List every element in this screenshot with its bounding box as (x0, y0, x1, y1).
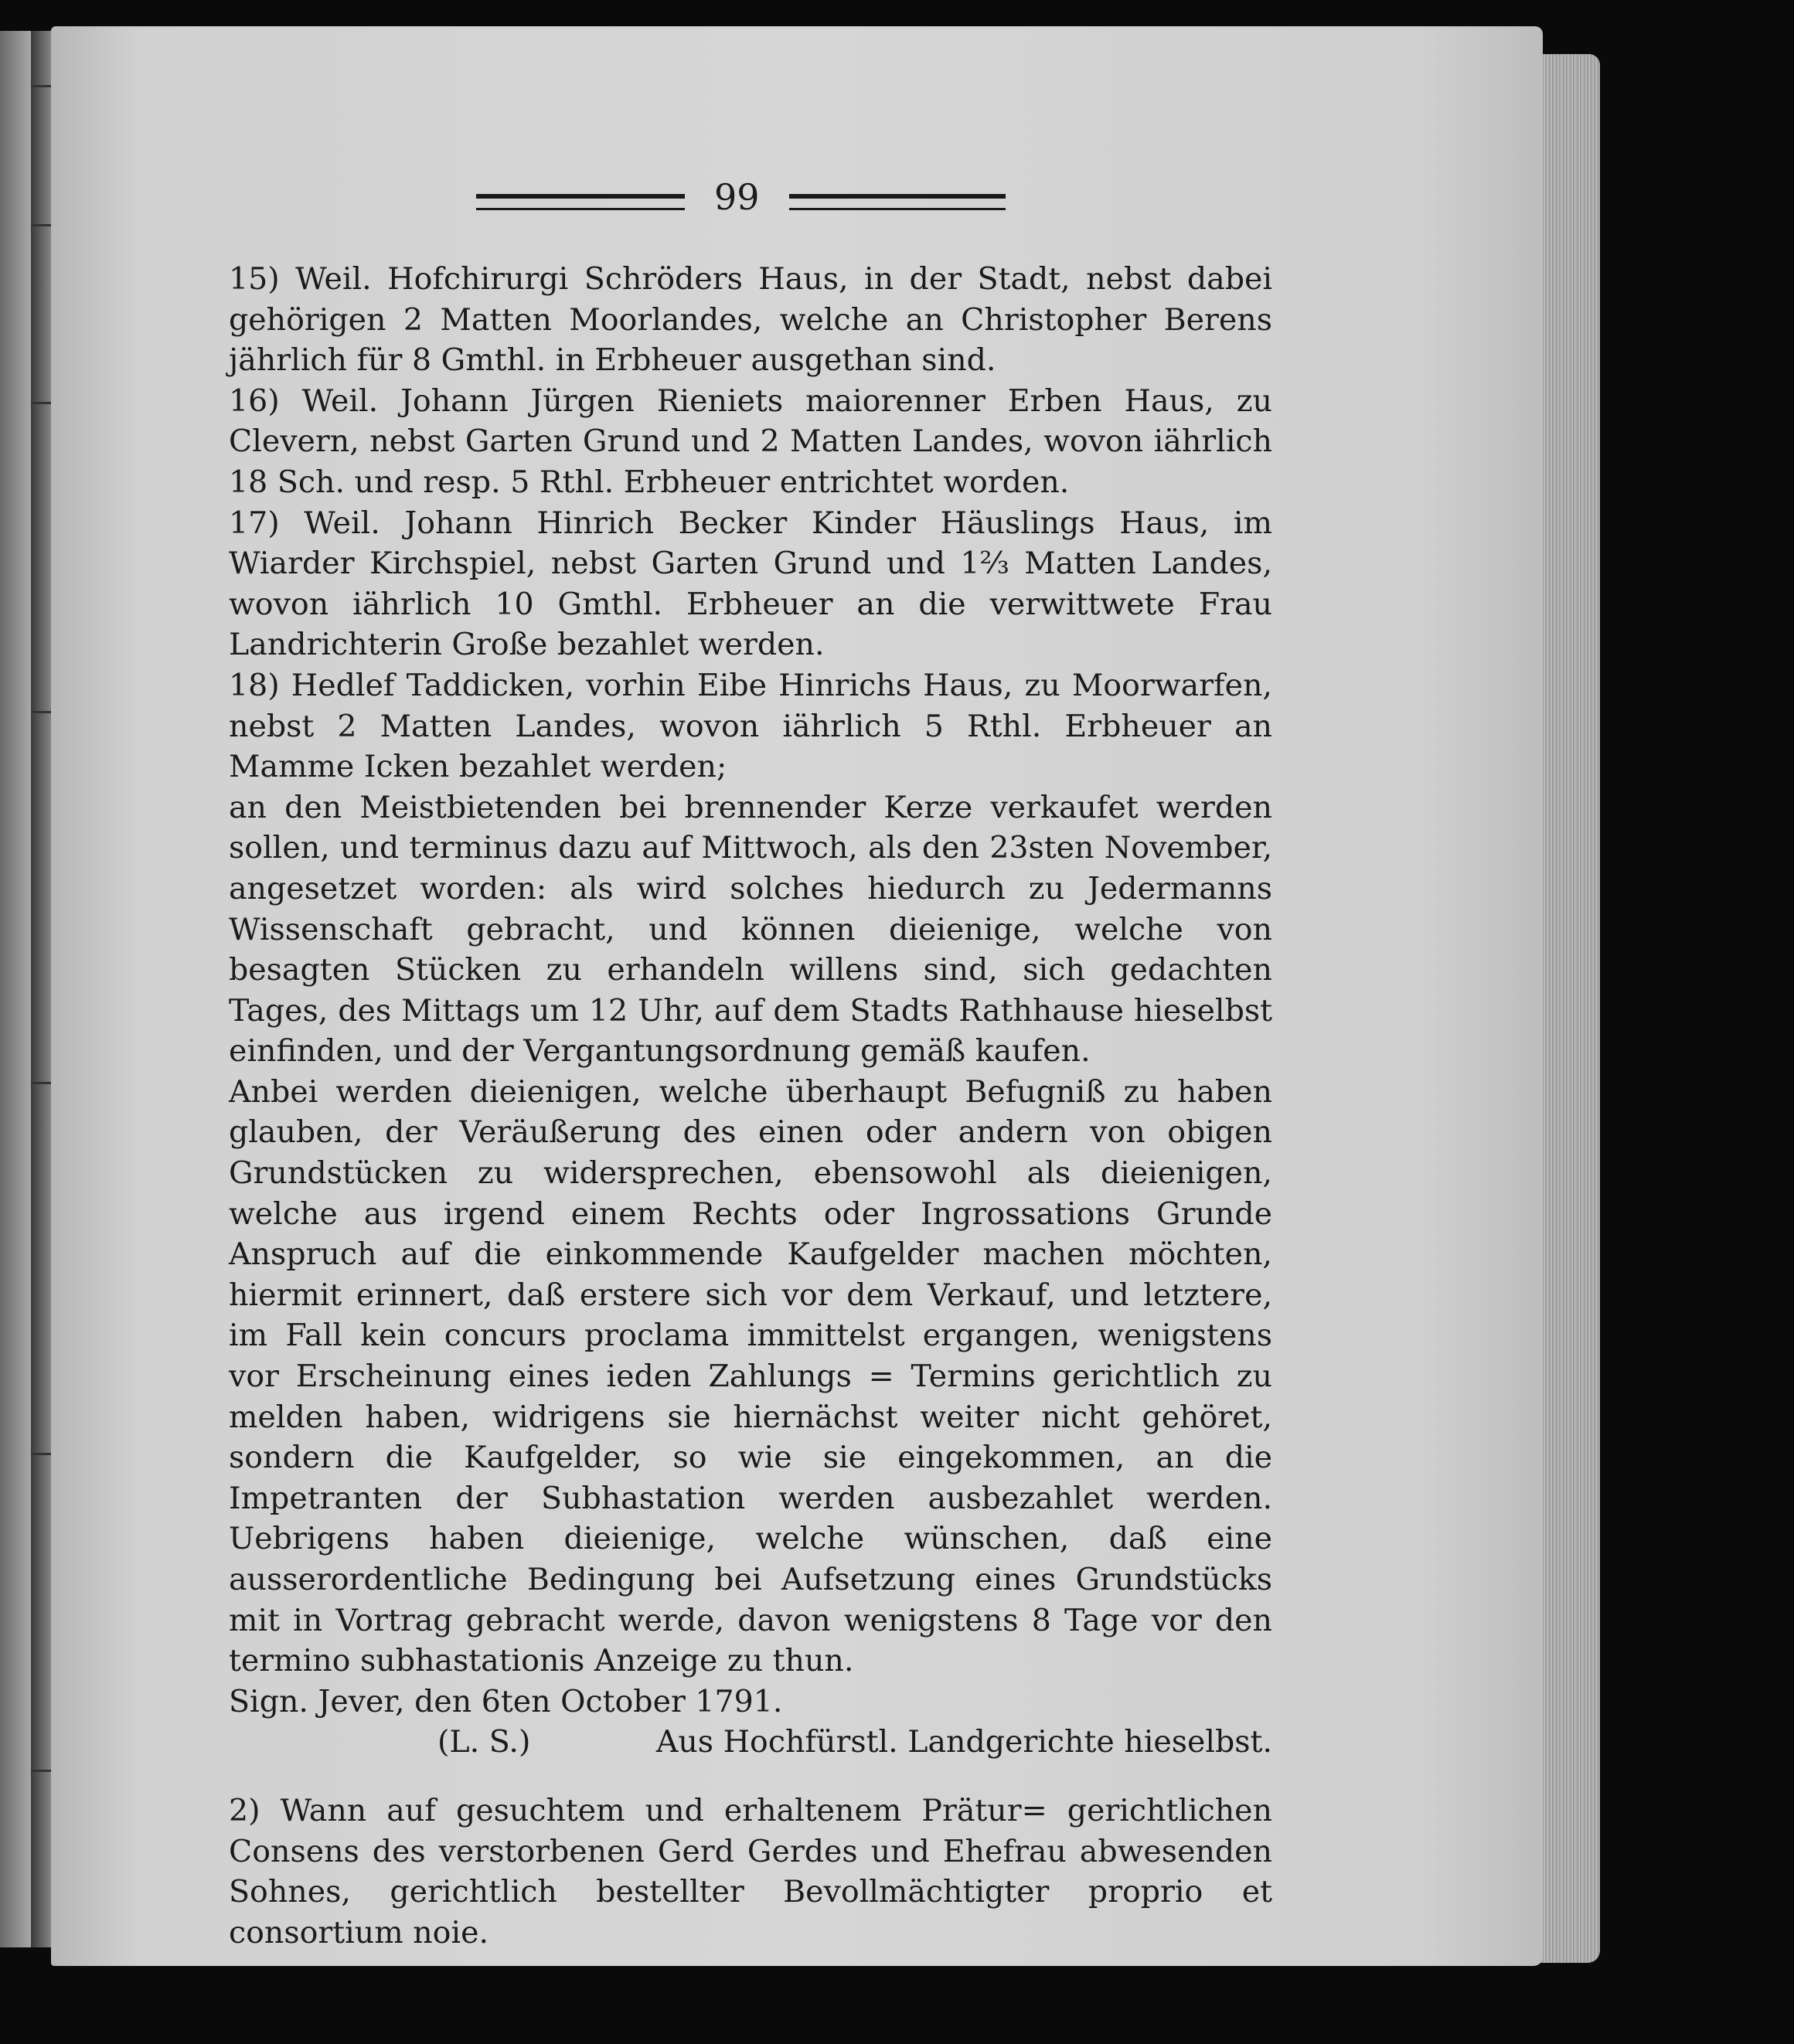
binding-stitch (31, 1770, 51, 1772)
seal-mark: (L. S.) (437, 1724, 531, 1760)
page-number: 99 (714, 176, 760, 218)
issuing-authority: Aus Hochfürstl. Landgerichte hieselbst. (655, 1724, 1272, 1760)
page-header (229, 174, 1272, 243)
section-gap (229, 1763, 1272, 1791)
binding-stitch (31, 85, 51, 87)
entry-16: 16) Weil. Johann Jürgen Rieniets maiorenner Erben Haus, zu Clevern, nebst Garten Grund und 2 Matten Landes, wovon iährlich 18 Sch. und resp. 5 Rthl. Erbheuer entrichtet worden. (229, 383, 1272, 500)
next-notice: 2) Wann auf gesuchtem und erhaltenem Prätur= gerichtlichen Consens des verstorbenen Gerd Gerdes und Ehefrau abwesenden Sohnes, gerichtlich bestellter Bevollmächtigter proprio et consortium noie. (229, 1792, 1272, 1950)
entry-15: 15) Weil. Hofchirurgi Schröders Haus, in der Stadt, nebst dabei gehörigen 2 Matten Moorlandes, welche an Christopher Berens jährlich für 8 Gmthl. in Erbheuer ausgethan sind. (229, 261, 1272, 379)
signature-line (229, 1722, 1272, 1763)
page-block-edges (1538, 54, 1600, 1963)
page-text-block (229, 174, 1272, 1953)
binding-stitch (31, 224, 51, 226)
header-rule-left (476, 194, 685, 210)
header-rule-right (789, 194, 1006, 210)
binding-stitch (31, 402, 51, 404)
sale-paragraph: an den Meistbietenden bei brennender Kerze verkaufet werden sollen, und terminus dazu auf Mittwoch, als den 23sten November, angesetzet worden: als wird solches hiedurch zu Jedermanns Wissenschaft gebracht, und können dieienige, welche von besagten Stücken zu erhandeln willens sind, sich gedachten Tages, des Mittags um 12 Uhr, auf dem Stadts Rathhause hieselbst einfinden, und der Vergantungsordnung gemäß kaufen. (229, 789, 1272, 1070)
signature-place-date: Sign. Jever, den 6ten October 1791. (229, 1683, 783, 1719)
binding-stitch (31, 1453, 51, 1455)
binding-stitch (31, 711, 51, 713)
facing-page-edge (0, 31, 31, 1947)
entry-18: 18) Hedlef Taddicken, vorhin Eibe Hinrichs Haus, zu Moorwarfen, nebst 2 Matten Landes, wovon iährlich 5 Rthl. Erbheuer an Mamme Icken bezahlet werden; (229, 667, 1272, 785)
book-gutter (31, 31, 53, 1947)
entry-17: 17) Weil. Johann Hinrich Becker Kinder Häuslings Haus, im Wiarder Kirchspiel, nebst Garten Grund und 1⅔ Matten Landes, wovon iährlich 10 Gmthl. Erbheuer an die verwittwete Frau Landrichterin Große bezahlet werden. (229, 505, 1272, 663)
claims-paragraph: Anbei werden dieienigen, welche überhaupt Befugniß zu haben glauben, der Veräußerung des einen oder andern von obigen Grundstücken zu widersprechen, ebensowohl als dieienigen, welche aus irgend einem Rechts oder Ingrossations Grunde Anspruch auf die einkommende Kaufgelder machen möchten, hiermit erinnert, daß erstere sich vor dem Verkauf, und letztere, im Fall kein concurs proclama immittelst ergangen, wenigstens vor Erscheinung eines ieden Zahlungs = Termins gerichtlich zu melden haben, widrigens sie hiernächst weiter nicht gehöret, sondern die Kaufgelder, so wie sie eingekommen, an die Impetranten der Subhastation werden ausbezahlet werden. Uebrigens haben dieienige, welche wünschen, daß eine ausserordentliche Bedingung bei Aufsetzung eines Grundstücks mit in Vortrag gebracht werde, davon wenigstens 8 Tage vor den termino subhastationis Anzeige zu thun. (229, 1073, 1272, 1679)
binding-stitch (31, 1082, 51, 1084)
